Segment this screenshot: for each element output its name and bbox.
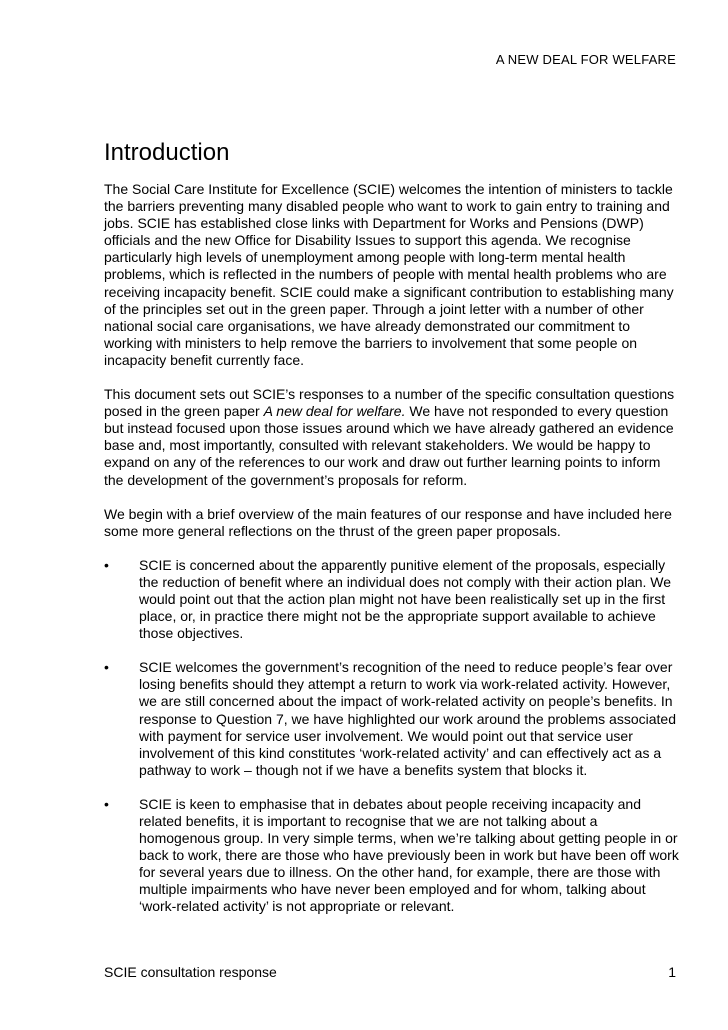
footer-document-title: SCIE consultation response [104, 964, 277, 980]
list-item-text: SCIE is keen to emphasise that in debates about people receiving incapacity and related benefits, it is important to recognise that we are not talking about a homogenous group. In very simple terms, when we’re talking about getting people in or back to work, there are those who have previously been in work but have been off work for several years due to illness. On the other hand, for example, there are those with multiple impairments who have never been employed and for whom, talking about ‘work-related activity’ is not appropriate or relevant. [139, 795, 679, 915]
key-points-list [104, 557, 682, 916]
bullet-icon: • [104, 795, 109, 812]
page-number: 1 [668, 964, 676, 980]
scope-text-before: This document sets out SCIE’s responses to a number of the specific consultation questions posed in the green paper [104, 386, 675, 420]
list-item [104, 557, 682, 642]
running-header: A NEW DEAL FOR WELFARE [495, 52, 676, 67]
intro-paragraph: The Social Care Institute for Excellence (SCIE) welcomes the intention of ministers to tackle the barriers preventing many disabled people who want to work to gain entry to training and jobs. SCIE has established close links with Department for Works and Pensions (DWP) officials and the new Office for Disability Issues to support this agenda. We recognise particularly high levels of unemployment among people with long-term mental health problems, which is reflected in the numbers of people with mental health problems who are receiving incapacity benefit. SCIE could make a significant contribution to establishing many of the principles set out in the green paper. Through a joint letter with a number of other national social care organisations, we have already demonstrated our commitment to working with ministers to help remove the barriers to involvement that some people on incapacity benefit currently face. [104, 181, 674, 368]
list-item [104, 796, 682, 916]
document-body [104, 181, 682, 933]
list-item-text: SCIE welcomes the government’s recognition of the need to reduce people’s fear over losing benefits should they attempt a return to work via work-related activity. However, we are still concerned about the impact of work-related activity on people’s benefits. In response to Question 7, we have highlighted our work around the problems associated with payment for service user involvement. We would point out that service user involvement of this kind constitutes ‘work-related activity’ and can effectively act as a pathway to work – though not if we have a benefits system that blocks it. [139, 659, 676, 778]
green-paper-title: A new deal for welfare. [263, 403, 406, 420]
scope-paragraph [104, 386, 682, 489]
list-item-text: SCIE is concerned about the apparently punitive element of the proposals, especially the reduction of benefit where an individual does not comply with their action plan. We would point out that the action plan might not have been realistically set up in the first place, or, in practice there might not be the appropriate support available to achieve those objectives. [139, 556, 672, 642]
section-heading: Introduction [104, 139, 230, 166]
overview-paragraph: We begin with a brief overview of the main features of our response and have included here some more general reflections on the thrust of the green paper proposals. [104, 505, 672, 539]
scope-text-after: We have not responded to every question but instead focused upon those issues around which we have already gathered an evidence base and, most importantly, consulted with relevant stakeholders. We would be happy to expand on any of the references to our work and draw out further learning points to inform the development of the government’s proposals for reform. [104, 403, 674, 488]
bullet-icon: • [104, 556, 109, 573]
list-item [104, 659, 682, 779]
bullet-icon: • [104, 659, 109, 676]
